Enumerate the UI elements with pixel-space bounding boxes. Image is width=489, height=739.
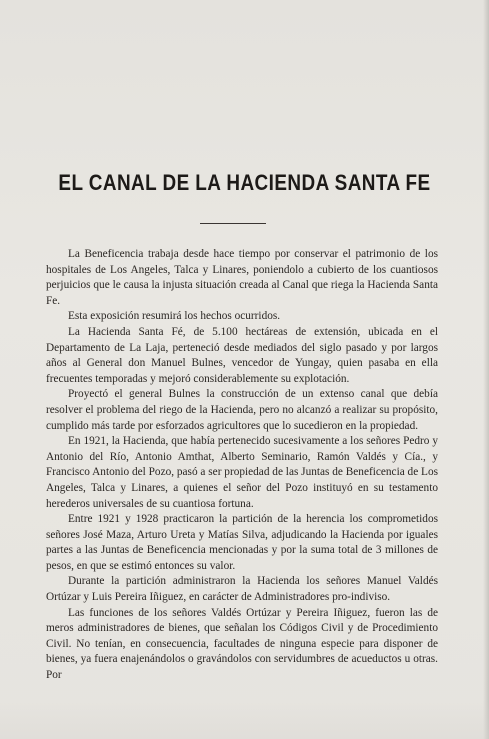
page-edge-shadow [483,0,489,739]
paragraph: La Hacienda Santa Fé, de 5.100 hectáreas de extensión, ubicada en el Departamento de La Laja, perteneció desde mediados del siglo pasado y por largos años al General don Manuel Bulnes, vencedor de Yungay, quien pasaba en ella frecuentes temporadas y mejoró considerablemente su explotación. [46,325,438,385]
document-body [46,247,438,684]
paragraph: Entre 1921 y 1928 practicaron la partición de la herencia los comprometidos señores José Maza, Arturo Ureta y Matías Silva, adjudicando la Hacienda por iguales partes a las Juntas de Beneficencia mencionadas y por la suma total de 3 millones de pesos, en que se estimó entonces su valor. [46,513,438,572]
paragraph: Las funciones de los señores Valdés Ortúzar y Pereira Iñiguez, fueron las de meros administradores de bienes, que señalan los Códigos Civil y de Procedimiento Civil. No tenían, en consecuencia, facultades de ninguna especie para disponer de bienes, ya fuera enajenándolos o gravándolos con servidumbres de acueductos u otras. Por [46,606,438,682]
paragraph: Durante la partición administraron la Hacienda los señores Manuel Valdés Ortúzar y Luis Pereira Iñiguez, en carácter de Administradores pro-indiviso. [46,575,438,604]
title-divider [200,223,266,224]
paragraph: La Beneficencia trabaja desde hace tiempo por conservar el patrimonio de los hospitales de Los Angeles, Talca y Linares, poniendolo a cubierto de los cuantiosos perjuicios que le causa la injusta situación creada al Canal que riega la Hacienda Santa Fe. [46,248,438,307]
paragraph: En 1921, la Hacienda, que había pertenecido sucesivamente a los señores Pedro y Antonio del Río, Antonio Amthat, Alberto Seminario, Ramón Valdés y Cía., y Francisco Antonio del Pozo, pasó a ser propiedad de las Juntas de Beneficencia de Los Angeles, Talca y Linares, a quienes el señor del Pozo instituyó en su testamento herederos universales de su cuantiosa fortuna. [46,435,438,510]
paragraph: Proyectó el general Bulnes la construcción de un extenso canal que debía resolver el problema del riego de la Hacienda, pero no alcanzó a realizar su propósito, cumplido más tarde por esforzados agricultores que lo sucedieron en la propiedad. [46,388,438,432]
page-bottom-shade [0,699,489,739]
document-title: EL CANAL DE LA HACIENDA SANTA FE [58,170,431,195]
paragraph: Esta exposición resumirá los hechos ocurridos. [68,310,281,323]
